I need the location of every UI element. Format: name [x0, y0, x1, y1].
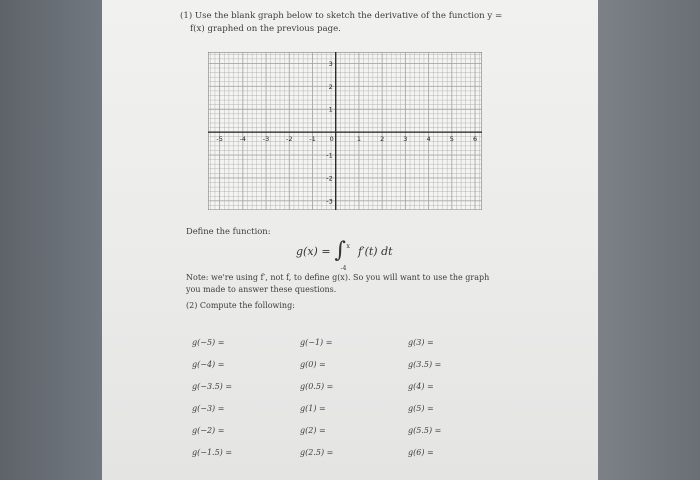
- note-text: [186, 272, 516, 295]
- question-col1-4[interactable]: g(−3) =: [192, 404, 225, 413]
- question-col1-1[interactable]: g(−5) =: [192, 338, 225, 347]
- question-col3-3[interactable]: g(4) =: [408, 382, 434, 391]
- question-col2-5[interactable]: g(2) =: [300, 426, 326, 435]
- question-col3-1[interactable]: g(3) =: [408, 338, 434, 347]
- x-tick-label: -3: [262, 135, 270, 144]
- question-col3-5[interactable]: g(5.5) =: [408, 426, 442, 435]
- question-col3-4[interactable]: g(5) =: [408, 404, 434, 413]
- y-tick-label: 1: [328, 105, 333, 114]
- prompt-line-2: f(x) graphed on the previous page.: [190, 23, 341, 34]
- formula-lhs: g(x) =: [296, 244, 331, 258]
- y-tick-label: -2: [326, 174, 333, 183]
- x-tick-label: 2: [380, 135, 385, 144]
- question-col1-2[interactable]: g(−4) =: [192, 360, 225, 369]
- question-col3-6[interactable]: g(6) =: [408, 448, 434, 457]
- x-tick-label: 0: [329, 135, 334, 144]
- y-tick-label: 3: [328, 59, 333, 68]
- x-tick-label: -2: [286, 135, 293, 144]
- x-tick-label: 4: [426, 135, 431, 144]
- integral-sign-icon: ∫ x -4: [335, 240, 346, 262]
- y-tick-label: -3: [326, 197, 333, 206]
- x-tick-label: 3: [403, 135, 408, 144]
- prompt-line-1: (1) Use the blank graph below to sketch the derivative of the function y =: [180, 11, 503, 21]
- x-tick-label: 6: [472, 135, 478, 144]
- y-tick-label: 2: [328, 82, 333, 91]
- lower-limit: -4: [340, 265, 347, 272]
- question-col2-6[interactable]: g(2.5) =: [300, 448, 334, 457]
- desk-left: [0, 0, 102, 480]
- question-col2-3[interactable]: g(0.5) =: [300, 382, 334, 391]
- question-col2-1[interactable]: g(−1) =: [300, 338, 333, 347]
- define-label: Define the function:: [186, 226, 271, 236]
- question-col1-5[interactable]: g(−2) =: [192, 426, 225, 435]
- x-tick-label: 5: [449, 135, 454, 144]
- question-col2-4[interactable]: g(1) =: [300, 404, 326, 413]
- x-tick-label: -4: [239, 135, 247, 144]
- upper-limit: x: [346, 243, 350, 250]
- question-col2-2[interactable]: g(0) =: [300, 360, 326, 369]
- integral-formula: [296, 238, 393, 272]
- x-tick-label: 1: [356, 135, 362, 144]
- question-col1-3[interactable]: g(−3.5) =: [192, 382, 233, 391]
- question-prompt: [180, 10, 520, 35]
- question-col3-2[interactable]: g(3.5) =: [408, 360, 442, 369]
- desk-right: [598, 0, 700, 480]
- x-tick-label: -5: [216, 135, 223, 144]
- note-line-1: Note: we're using f′, not f, to define g(x). So you will want to use the graph: [186, 273, 490, 282]
- worksheet-page: [102, 0, 598, 480]
- compute-label: (2) Compute the following:: [186, 301, 295, 310]
- graph-grid[interactable]: [208, 52, 482, 210]
- note-line-2: you made to answer these questions.: [186, 284, 337, 294]
- y-tick-label: -1: [326, 151, 333, 160]
- x-tick-label: -1: [309, 135, 316, 144]
- integrand: f′(t) dt: [358, 244, 393, 258]
- blank-graph[interactable]: [208, 52, 482, 210]
- question-col1-6[interactable]: g(−1.5) =: [192, 448, 233, 457]
